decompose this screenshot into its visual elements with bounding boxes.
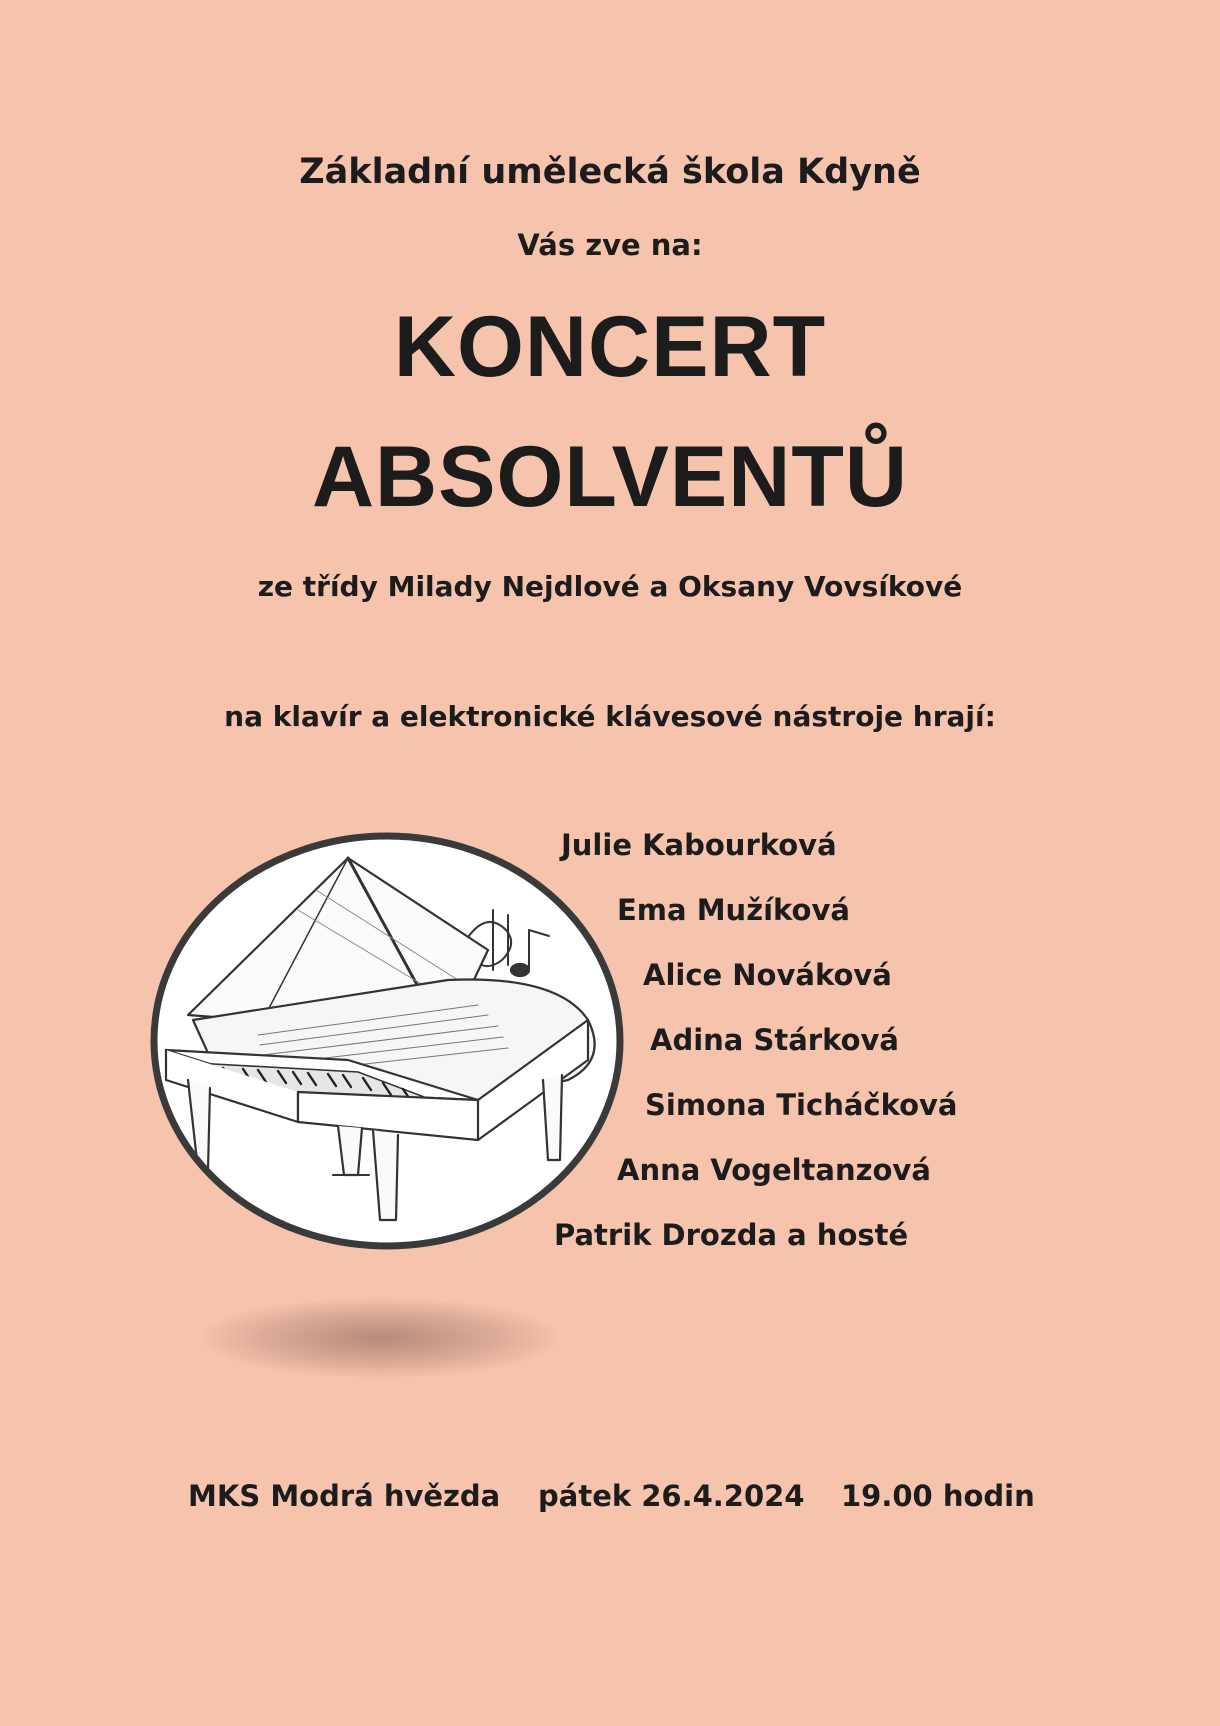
performer-name: Adina Stárková [650,1023,899,1057]
performer-name: Ema Mužíková [617,893,850,927]
instruments-line: na klavír a elektronické klávesové nástroje hrají: [224,700,996,733]
venue: MKS Modrá hvězda [188,1479,501,1513]
performer-name: Anna Vogeltanzová [617,1153,931,1187]
teachers-line: ze třídy Milady Nejdlové a Oksany Vovsíkové [257,570,963,603]
invitation-line: Vás zve na: [517,228,703,262]
event-date: pátek 26.4.2024 [538,1479,805,1513]
performer-name: Patrik Drozda a hosté [554,1218,909,1252]
performer-name: Simona Ticháčková [645,1088,958,1122]
concert-title-line2: ABSOLVENTŮ [311,429,909,525]
school-name: Základní umělecká škola Kdyně [299,152,921,192]
grand-piano-icon [148,830,626,1252]
concert-title-line1: KONCERT [393,299,827,395]
piano-shadow [200,1298,560,1378]
event-time: 19.00 hodin [841,1479,1035,1513]
performer-name: Julie Kabourková [561,828,837,862]
performer-name: Alice Nováková [643,958,892,992]
